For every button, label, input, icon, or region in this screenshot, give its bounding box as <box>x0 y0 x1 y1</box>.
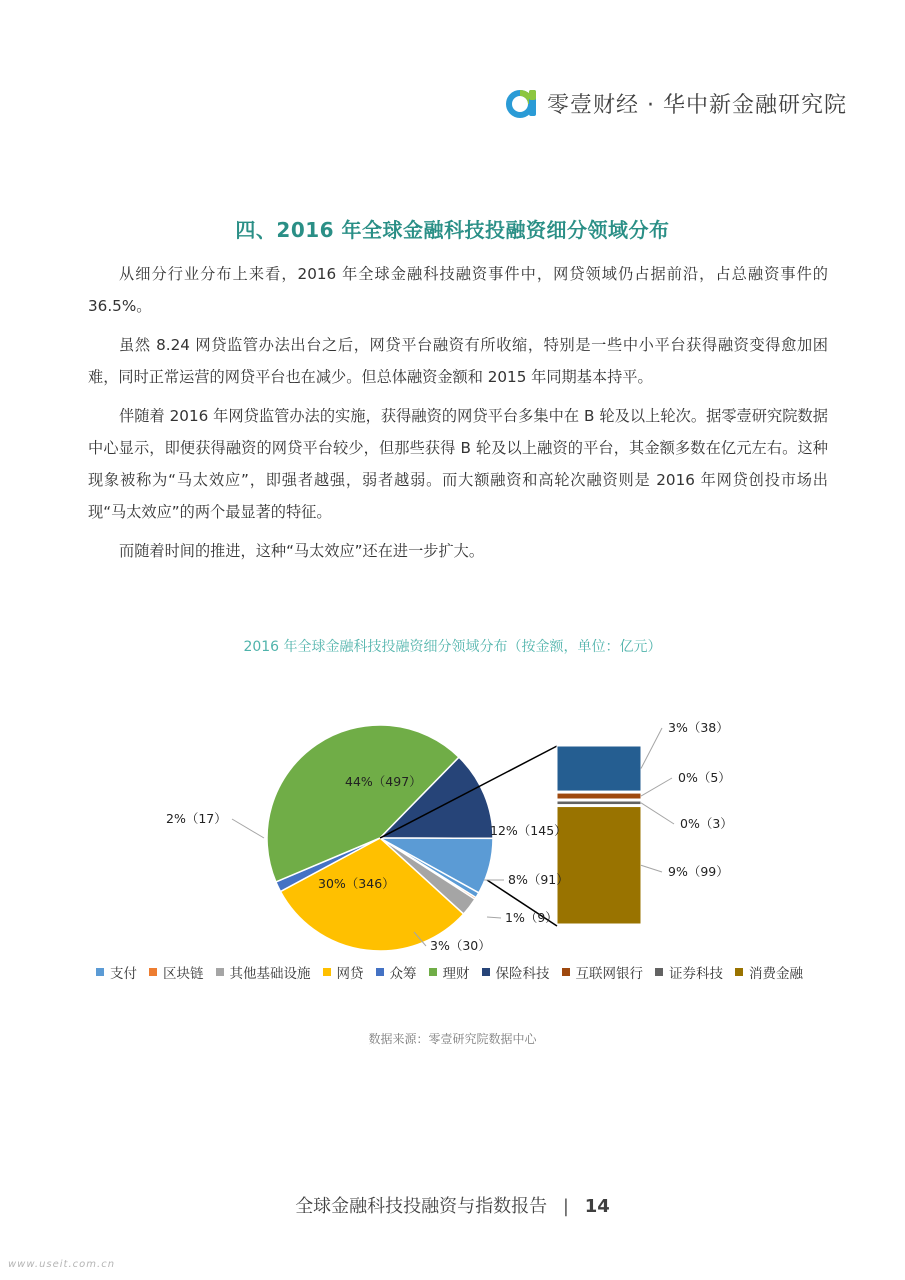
label-other: 8%（91） <box>508 872 569 887</box>
leader-line <box>487 917 501 918</box>
legend-wealth <box>429 962 470 982</box>
legend-swatch <box>376 968 384 976</box>
legend-swatch <box>482 968 490 976</box>
paragraph-3: 伴随着 2016 年网贷监管办法的实施，获得融资的网贷平台多集中在 B 轮及以上轮次。据零壹研究院数据中心显示，即便获得融资的网贷平台较少，但那些获得 B 轮及以上融资的平台，其金额多数在亿元左右。这种现象被称为“马太效应”，即强者越强，弱者越弱。而大额融资和高轮次融资则是 2016 年网贷创投市场出现“马太效应”的两个最显著的特征。 <box>88 407 828 521</box>
pie-of-bar-chart <box>0 690 905 960</box>
legend-blockchain <box>149 962 204 982</box>
page-footer <box>0 1192 905 1218</box>
legend-label: 消费金融 <box>749 966 803 982</box>
legend-label: 证券科技 <box>669 966 723 982</box>
legend-swatch <box>149 968 157 976</box>
legend-insurtech <box>482 962 550 982</box>
paragraph-2: 虽然 8.24 网贷监管办法出台之后，网贷平台融资有所收缩，特别是一些中小平台获得融资变得愈加困难，同时正常运营的网贷平台也在减少。但总体融资金额和 2015 年同期基本持平。 <box>88 336 828 386</box>
body-text <box>88 258 828 574</box>
legend-label: 理财 <box>442 966 470 982</box>
bar-segment-insurtech <box>557 746 641 791</box>
legend-label: 网贷 <box>336 966 364 982</box>
label-bar-insurtech: 3%（38） <box>668 720 729 735</box>
leader-line <box>232 819 264 838</box>
legend-swatch <box>562 968 570 976</box>
legend-swatch <box>655 968 663 976</box>
legend-infrastructure <box>216 962 311 982</box>
leader-line <box>641 803 674 824</box>
legend-swatch <box>323 968 331 976</box>
label-bar-internet-bank: 0%（5） <box>678 770 731 785</box>
breakout-bar <box>557 746 641 924</box>
legend-label: 互联网银行 <box>575 966 643 982</box>
label-bar-consumer-finance: 9%（99） <box>668 864 729 879</box>
legend-swatch <box>429 968 437 976</box>
watermark: www.useit.com.cn <box>8 1259 116 1270</box>
brand-logo-icon <box>505 86 539 120</box>
legend-swatch <box>96 968 104 976</box>
bar-segment-internet-bank <box>557 793 641 799</box>
legend-crowdfunding <box>376 962 417 982</box>
label-wealth: 44%（497） <box>345 774 422 789</box>
paragraph-1: 从细分行业分布上来看，2016 年全球金融科技融资事件中，网贷领域仍占据前沿，占总融资事件的 36.5%。 <box>88 265 828 315</box>
source-note: 数据来源：零壹研究院数据中心 <box>368 1032 537 1046</box>
legend-label: 众筹 <box>389 966 417 982</box>
legend-label: 保险科技 <box>495 966 550 982</box>
label-payment: 1%（9） <box>505 910 558 925</box>
section-title: 四、2016 年全球金融科技投融资细分领域分布 <box>235 218 670 242</box>
chart-title: 2016 年全球金融科技投融资细分领域分布（按金额，单位：亿元） <box>243 639 662 655</box>
label-p2p-lending: 30%（346） <box>318 876 395 891</box>
legend-swatch <box>735 968 743 976</box>
leader-line <box>641 728 662 769</box>
legend-payment <box>96 962 137 982</box>
legend-label: 区块链 <box>163 966 204 982</box>
label-bar-securities: 0%（3） <box>680 816 733 831</box>
footer-report-title: 全球金融科技投融资与指数报告 <box>295 1196 548 1217</box>
page-number: 14 <box>584 1196 610 1217</box>
paragraph-4: 而随着时间的推进，这种“马太效应”还在进一步扩大。 <box>119 542 485 560</box>
leader-line <box>641 865 662 872</box>
label-insurtech: 12%（145） <box>490 823 567 838</box>
legend-securities <box>655 962 723 982</box>
label-infrastructure: 3%（30） <box>430 938 491 953</box>
legend-internet-bank <box>562 962 644 982</box>
bar-segment-consumer-finance <box>557 807 641 924</box>
legend-label: 支付 <box>110 966 137 982</box>
legend-swatch <box>216 968 224 976</box>
label-crowdfunding: 2%（17） <box>166 811 227 826</box>
leader-line <box>641 778 672 796</box>
legend-p2p-lending <box>323 962 364 982</box>
brand-header <box>505 86 847 120</box>
legend-consumer-finance <box>735 962 803 982</box>
chart-legend <box>96 962 836 982</box>
legend-label: 其他基础设施 <box>229 966 311 982</box>
bar-segment-securities <box>557 801 641 805</box>
brand-text: 零壹财经 · 华中新金融研究院 <box>547 92 847 118</box>
footer-separator: | <box>562 1196 569 1217</box>
